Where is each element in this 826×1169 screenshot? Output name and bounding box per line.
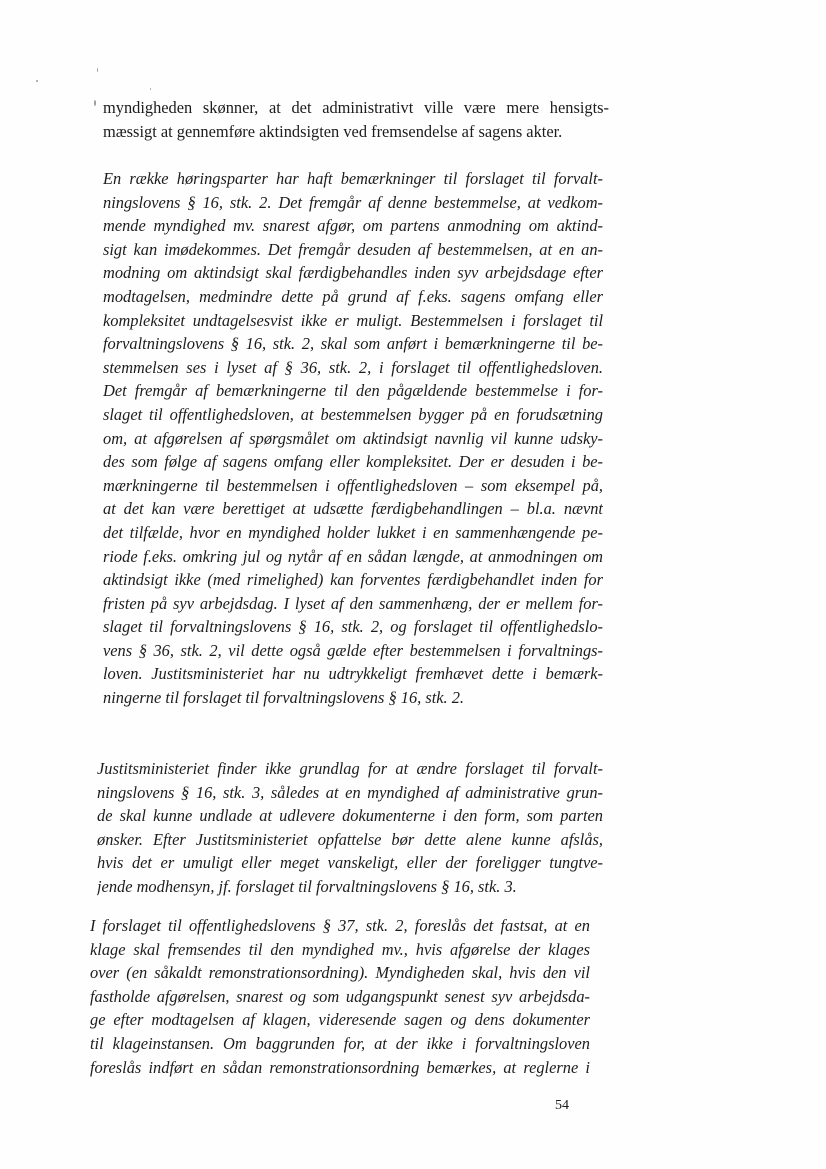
text-line: En række høringsparter har haft bemærkninger til forslaget til forvalt- bbox=[103, 169, 603, 188]
text-line: til klageinstansen. Om baggrunden for, at der ikke i forvaltningsloven bbox=[90, 1033, 590, 1053]
text-line: de skal kunne undlade at udlevere dokumenterne i den form, som parten bbox=[97, 806, 603, 826]
text-line: sigt kan imødekommes. Det fremgår desuden af bestemmelsen, at en an- bbox=[103, 239, 603, 259]
text-line: klage skal fremsendes til den myndighed mv., hvis afgørelse der klages bbox=[90, 939, 590, 959]
text-line: om, at afgørelsen af spørgsmålet om aktindsigt navnlig vil kunne udsky- bbox=[103, 428, 603, 448]
scan-speck bbox=[97, 68, 98, 72]
text-line: modtagelsen, medmindre dette på grund af f.eks. sagens omfang eller bbox=[103, 286, 603, 306]
text-line: I forslaget til offentlighedslovens § 37, stk. 2, foreslås det fastsat, at en bbox=[90, 916, 590, 935]
text-line: ge efter modtagelsen af klagen, videresende sagen og dens dokumenter bbox=[90, 1010, 590, 1030]
text-line: ningerne til forslaget til forvaltningslovens § 16, stk. 2. bbox=[103, 688, 465, 708]
paragraph-intro bbox=[103, 96, 609, 143]
scan-speck bbox=[36, 80, 38, 82]
scan-speck bbox=[150, 88, 151, 90]
text-line: loven. Justitsministeriet har nu udtrykkeligt fremhævet dette i bemærk- bbox=[103, 664, 603, 684]
paragraph-hearing-remarks bbox=[103, 167, 603, 710]
text-line: hvis det er umuligt eller meget vanskeligt, eller der foreligger tungtve- bbox=[97, 853, 603, 873]
text-line: det tilfælde, hvor en myndighed holder lukket i en sammenhængende pe- bbox=[103, 522, 603, 542]
text-line: modning om aktindsigt skal færdigbehandles inden syv arbejdsdage efter bbox=[103, 263, 603, 283]
page-number: 54 bbox=[555, 1098, 569, 1113]
text-line: at det kan være berettiget at udsætte færdigbehandlingen – bl.a. nævnt bbox=[103, 499, 603, 519]
paragraph-remonstration bbox=[90, 914, 590, 1079]
text-line: riode f.eks. omkring jul og nytår af en sådan længde, at anmodningen om bbox=[103, 546, 603, 566]
text-line: slaget til offentlighedsloven, at bestemmelsen bygger på en forudsætning bbox=[103, 404, 603, 424]
text-line: fristen på syv arbejdsdag. I lyset af den sammenhæng, der er mellem for- bbox=[103, 593, 603, 613]
text-line: mende myndighed mv. snarest afgør, om partens anmodning om aktind- bbox=[103, 216, 603, 236]
text-line: Det fremgår af bemærkningerne til den pågældende bestemmelse i for- bbox=[103, 381, 603, 401]
text-line: mærkningerne til bestemmelsen i offentlighedsloven – som eksempel på, bbox=[103, 475, 603, 495]
text-line: kompleksitet undtagelsesvist ikke er muligt. Bestemmelsen i forslaget til bbox=[103, 310, 603, 330]
text-line: des som følge af sagens omfang eller kompleksitet. Der er desuden i be- bbox=[103, 452, 603, 472]
text-line: jende modhensyn, jf. forslaget til forvaltningslovens § 16, stk. 3. bbox=[97, 876, 517, 896]
text-line: mæssigt at gennemføre aktindsigten ved fremsendelse af sagens akter. bbox=[103, 121, 563, 141]
text-line: vens § 36, stk. 2, vil dette også gælde efter bestemmelsen i forvaltnings- bbox=[103, 640, 603, 660]
text-line: slaget til forvaltningslovens § 16, stk. 2, og forslaget til offentlighedslo- bbox=[103, 617, 603, 637]
text-line: foreslås indført en sådan remonstrationsordning bemærkes, at reglerne i bbox=[90, 1057, 590, 1077]
text-line: stemmelsen ses i lyset af § 36, stk. 2, i forslaget til offentlighedsloven. bbox=[103, 357, 603, 377]
text-line: aktindsigt ikke (med rimelighed) kan forventes færdigbehandlet inden for bbox=[103, 570, 603, 590]
text-line: ningslovens § 16, stk. 2. Det fremgår af denne bestemmelse, at vedkom- bbox=[103, 192, 603, 212]
paragraph-ministry-position bbox=[97, 757, 603, 899]
text-line: Justitsministeriet finder ikke grundlag for at ændre forslaget til forvalt- bbox=[97, 759, 603, 778]
text-line: ningslovens § 16, stk. 3, således at en myndighed af administrative grun- bbox=[97, 782, 603, 802]
text-line: forvaltningslovens § 16, stk. 2, skal som anført i bemærkningerne til be- bbox=[103, 334, 603, 354]
scan-speck bbox=[94, 100, 96, 106]
text-line: over (en såkaldt remonstrationsordning). Myndigheden skal, hvis den vil bbox=[90, 963, 590, 983]
text-line: ønsker. Efter Justitsministeriet opfattelse bør dette alene kunne afslås, bbox=[97, 829, 603, 849]
text-line: fastholde afgørelsen, snarest og som udgangspunkt senest syv arbejdsda- bbox=[90, 986, 590, 1006]
text-line: myndigheden skønner, at det administrativt ville være mere hensigts- bbox=[103, 98, 609, 117]
